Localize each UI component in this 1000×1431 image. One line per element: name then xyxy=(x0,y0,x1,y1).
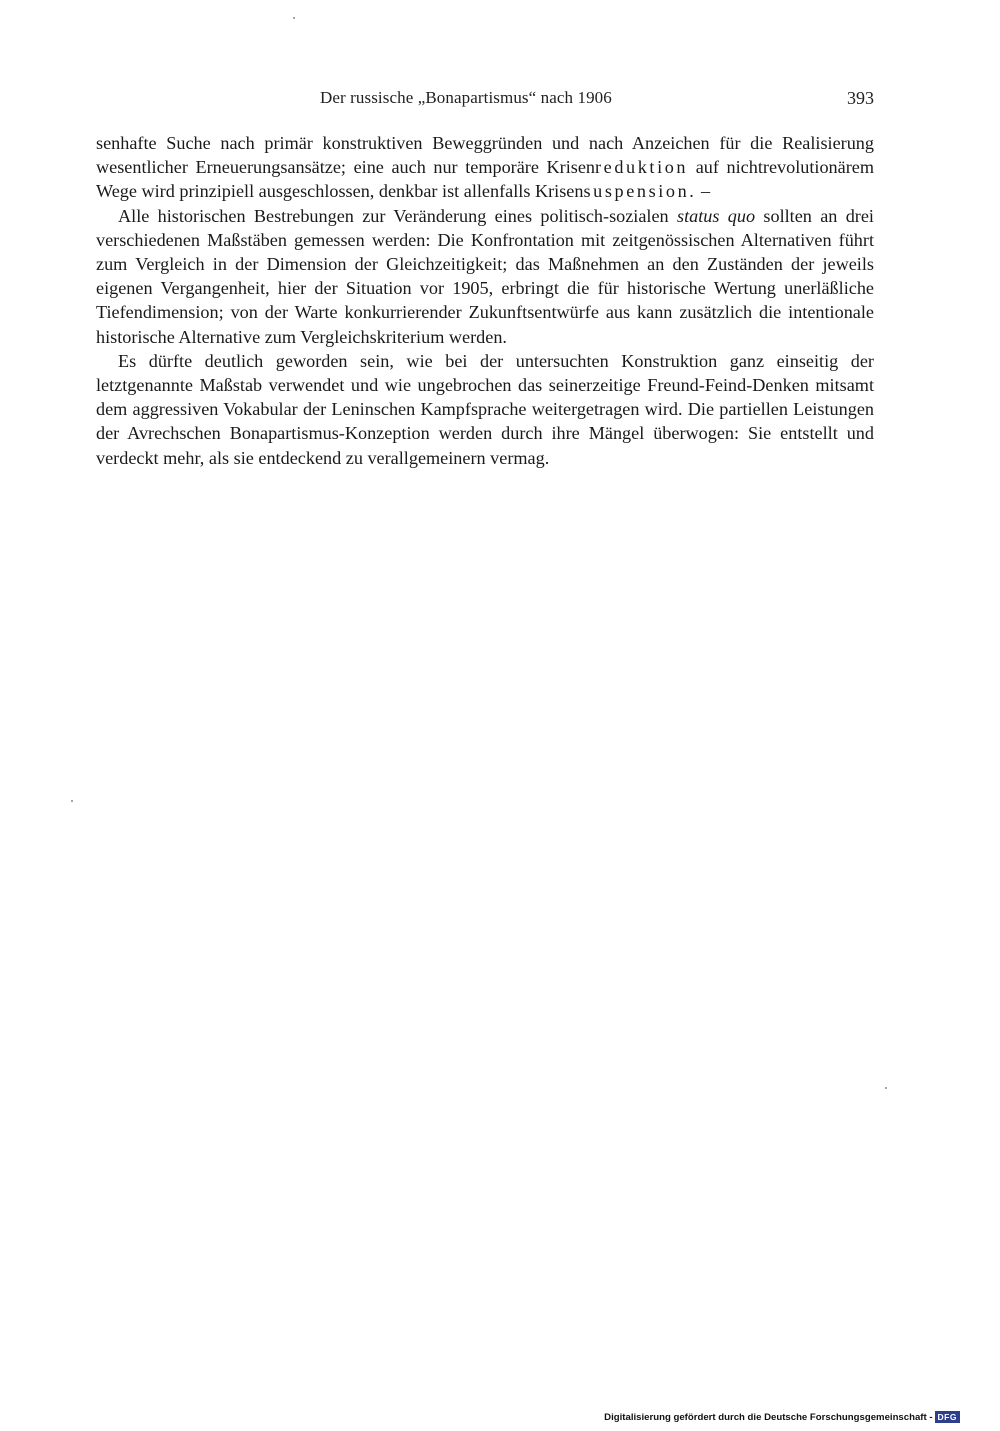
digitization-credit-text: Digitalisierung gefördert durch die Deutsche Forschungsgemeinschaft - xyxy=(604,1411,933,1423)
paragraph-1-dash: – xyxy=(696,181,711,202)
paragraph-1-spaced-b: suspension. xyxy=(583,181,697,202)
scan-speck xyxy=(71,800,73,802)
dfg-logo: DFG xyxy=(935,1411,960,1423)
paragraph-1 xyxy=(96,131,874,204)
scan-speck xyxy=(885,1087,887,1089)
page-number: 393 xyxy=(847,88,874,108)
paragraph-1-text-b: auf nichtrevolutionärem Wege wird prinzipiell ausgeschlossen, denkbar ist allenfalls Krisen xyxy=(96,157,874,202)
paragraph-2-text-b: sollten an drei verschiedenen Maßstäben gemessen werden: Die Konfrontation mit zeitgenössischen Alternativen führt zum Vergleich in der Dimension der Gleichzeitigkeit; das Maßnehmen an den Zuständen der jeweils eigenen Vergangenheit, hier der Situation vor 1905, erbringt die für historische Wertung unerläßliche Tiefendimension; von der Warte konkurrierender Zukunftsentwürfe aus kann zusätzlich die intentionale historische Alternative zum Vergleichskriterium werden. xyxy=(96,205,874,347)
paragraph-2-text-a: Alle historischen Bestrebungen zur Veränderung eines politisch-sozialen xyxy=(118,205,677,226)
paragraph-3: Es dürfte deutlich geworden sein, wie bei der untersuchten Konstruktion ganz einseitig der letztgenannte Maßstab verwendet und wie ungebrochen das seinerzeitige Freund-Feind-Denken mitsamt dem aggressiven Vokabular der Leninschen Kampfsprache weitergetragen wird. Die partiellen Leistungen der Avrechschen Bonapartismus-Konzeption werden durch ihre Mängel überwogen: Sie entstellt und verdeckt mehr, als sie entdeckend zu verallgemeinern vermag. xyxy=(96,350,874,468)
scan-speck xyxy=(293,17,295,19)
paragraph-2 xyxy=(96,204,874,349)
paragraph-1-spaced-a: reduktion xyxy=(595,157,689,178)
digitization-credit xyxy=(604,1411,960,1423)
running-head-title: Der russische „Bonapartismus“ nach 1906 xyxy=(320,88,612,107)
paragraph-1-text-a: senhafte Suche nach primär konstruktiven Beweggründen und nach Anzeichen für die Realisierung wesentlicher Erneuerungsansätze; eine auch nur temporäre Krisen xyxy=(96,133,874,178)
paragraph-2-emphasis: status quo xyxy=(677,205,756,226)
body-text xyxy=(96,131,874,470)
